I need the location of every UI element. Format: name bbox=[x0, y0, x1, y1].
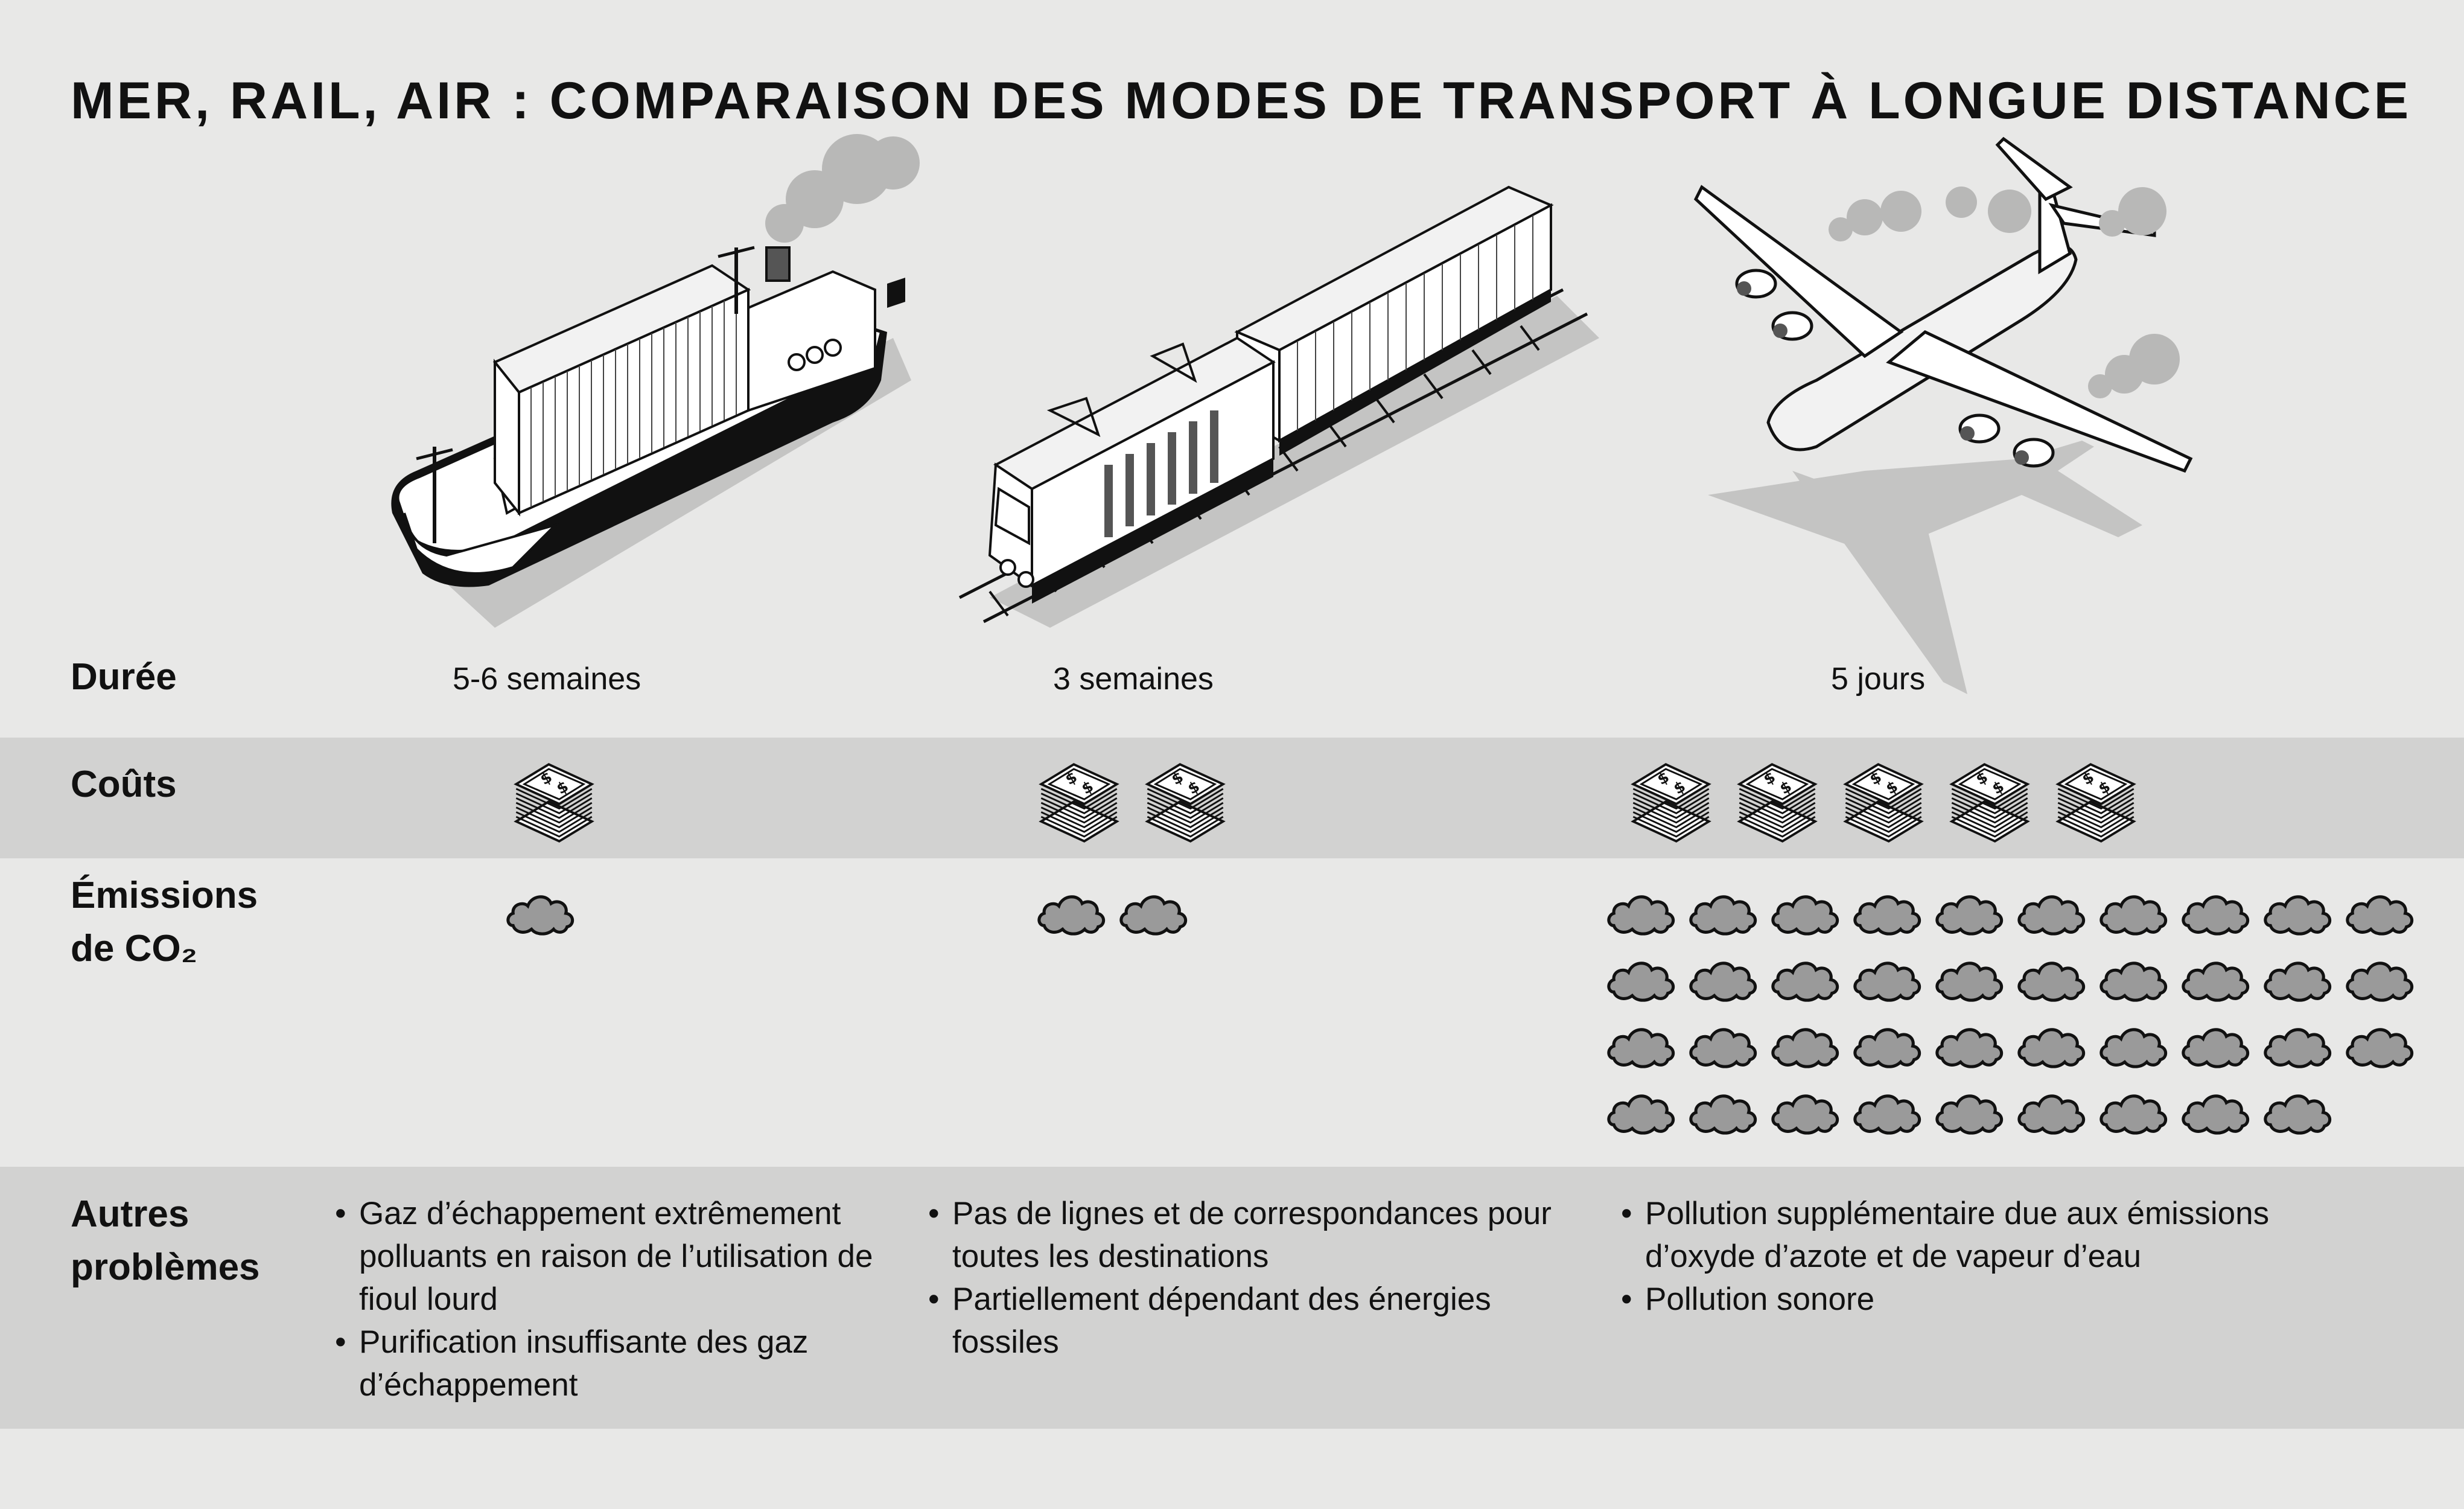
ship-duration: 5-6 semaines bbox=[453, 662, 641, 697]
co2-cloud-icon bbox=[2180, 1082, 2253, 1137]
co2-cloud-icon bbox=[1118, 882, 1191, 938]
svg-text:$: $ bbox=[1168, 768, 1186, 789]
svg-text:$: $ bbox=[1062, 768, 1080, 789]
emissions-row-label: Émissions de CO₂ bbox=[71, 875, 258, 969]
co2-cloud-icon bbox=[2098, 1015, 2171, 1071]
list-item: • Partiellement dépendant des énergies fossiles bbox=[928, 1278, 1592, 1364]
svg-text:$: $ bbox=[553, 777, 571, 798]
co2-cloud-icon bbox=[2180, 949, 2253, 1004]
co2-cloud-icon bbox=[1687, 1015, 1761, 1071]
co2-cloud-icon bbox=[1851, 1015, 1925, 1071]
plane-issues bbox=[1621, 1192, 2315, 1321]
co2-cloud-icon bbox=[1036, 882, 1109, 938]
co2-cloud-icon bbox=[2016, 949, 2089, 1004]
duration-row-label: Durée bbox=[71, 656, 177, 698]
co2-cloud-icon bbox=[1934, 1015, 2007, 1071]
co2-cloud-icon bbox=[2262, 882, 2335, 938]
co2-cloud-icon bbox=[2016, 1082, 2089, 1137]
list-item: • Purification insuffisante des gaz d’échappement bbox=[335, 1321, 878, 1406]
money-stack-icon bbox=[1834, 753, 1933, 852]
co2-cloud-icon bbox=[1851, 949, 1925, 1004]
svg-text:$: $ bbox=[537, 768, 555, 789]
train-emissions bbox=[1036, 882, 1191, 938]
co2-cloud-icon bbox=[1934, 1082, 2007, 1137]
co2-cloud-icon bbox=[2098, 1082, 2171, 1137]
co2-cloud-icon bbox=[2180, 882, 2253, 938]
svg-text:$: $ bbox=[2095, 777, 2113, 798]
ship-costs bbox=[505, 753, 603, 852]
co2-cloud-icon bbox=[2262, 1082, 2335, 1137]
svg-text:$: $ bbox=[1185, 777, 1203, 798]
plane-emissions bbox=[1605, 882, 2418, 1137]
page-title: MER, RAIL, AIR : COMPARAISON DES MODES DE TRANSPORT À LONGUE DISTANCE bbox=[71, 72, 2412, 130]
co2-cloud-icon bbox=[2016, 882, 2089, 938]
co2-cloud-icon bbox=[505, 882, 578, 938]
co2-cloud-icon bbox=[1769, 1082, 1843, 1137]
co2-cloud-icon bbox=[1605, 1082, 1679, 1137]
money-stack-icon bbox=[2046, 753, 2145, 852]
co2-cloud-icon bbox=[1851, 882, 1925, 938]
train-duration: 3 semaines bbox=[1053, 662, 1214, 697]
train-issues bbox=[928, 1192, 1592, 1364]
co2-cloud-icon bbox=[1605, 1015, 1679, 1071]
list-item: • Pollution sonore bbox=[1621, 1278, 2315, 1321]
co2-cloud-icon bbox=[2344, 1015, 2418, 1071]
list-item: • Gaz d’échappement extrêmement polluants en raison de l’utilisation de fioul lourd bbox=[335, 1192, 878, 1321]
money-stack-icon bbox=[1622, 753, 1721, 852]
co2-cloud-icon bbox=[2098, 882, 2171, 938]
svg-text:$: $ bbox=[1654, 768, 1672, 789]
co2-cloud-icon bbox=[1851, 1082, 1925, 1137]
co2-cloud-icon bbox=[1769, 882, 1843, 938]
container-ship-icon bbox=[374, 127, 947, 628]
co2-cloud-icon bbox=[1605, 882, 1679, 938]
svg-text:$: $ bbox=[1867, 768, 1885, 789]
svg-text:$: $ bbox=[2079, 768, 2097, 789]
svg-text:$: $ bbox=[1973, 768, 1991, 789]
ship-issues bbox=[335, 1192, 878, 1406]
co2-cloud-icon bbox=[1934, 949, 2007, 1004]
svg-text:$: $ bbox=[1760, 768, 1778, 789]
co2-cloud-icon bbox=[1687, 882, 1761, 938]
co2-cloud-icon bbox=[1769, 949, 1843, 1004]
co2-cloud-icon bbox=[1687, 1082, 1761, 1137]
freight-train-icon bbox=[953, 181, 1605, 640]
ship-emissions bbox=[505, 882, 578, 938]
co2-cloud-icon bbox=[2344, 949, 2418, 1004]
money-stack-icon bbox=[505, 753, 603, 852]
train-costs bbox=[1030, 753, 1235, 852]
other-issues-row-label: Autres problèmes bbox=[71, 1193, 260, 1288]
svg-text:$: $ bbox=[1777, 777, 1795, 798]
list-item: • Pas de lignes et de correspondances pour toutes les destinations bbox=[928, 1192, 1592, 1278]
co2-cloud-icon bbox=[1769, 1015, 1843, 1071]
plane-duration: 5 jours bbox=[1831, 662, 1926, 697]
co2-cloud-icon bbox=[2180, 1015, 2253, 1071]
co2-cloud-icon bbox=[1687, 949, 1761, 1004]
co2-cloud-icon bbox=[2098, 949, 2171, 1004]
co2-cloud-icon bbox=[1934, 882, 2007, 938]
co2-cloud-icon bbox=[2262, 949, 2335, 1004]
money-stack-icon bbox=[1728, 753, 1827, 852]
costs-row-label: Coûts bbox=[71, 764, 177, 805]
svg-text:$: $ bbox=[1670, 777, 1689, 798]
co2-cloud-icon bbox=[2344, 882, 2418, 938]
svg-text:$: $ bbox=[1989, 777, 2007, 798]
co2-cloud-icon bbox=[1605, 949, 1679, 1004]
cargo-plane-icon bbox=[1684, 133, 2227, 706]
list-item: • Pollution supplémentaire due aux émissions d’oxyde d’azote et de vapeur d’eau bbox=[1621, 1192, 2315, 1278]
plane-costs bbox=[1622, 753, 2145, 852]
money-stack-icon bbox=[1940, 753, 2039, 852]
svg-text:$: $ bbox=[1078, 777, 1097, 798]
money-stack-icon bbox=[1030, 753, 1129, 852]
co2-cloud-icon bbox=[2016, 1015, 2089, 1071]
co2-cloud-icon bbox=[2262, 1015, 2335, 1071]
svg-text:$: $ bbox=[1883, 777, 1901, 798]
money-stack-icon bbox=[1136, 753, 1235, 852]
